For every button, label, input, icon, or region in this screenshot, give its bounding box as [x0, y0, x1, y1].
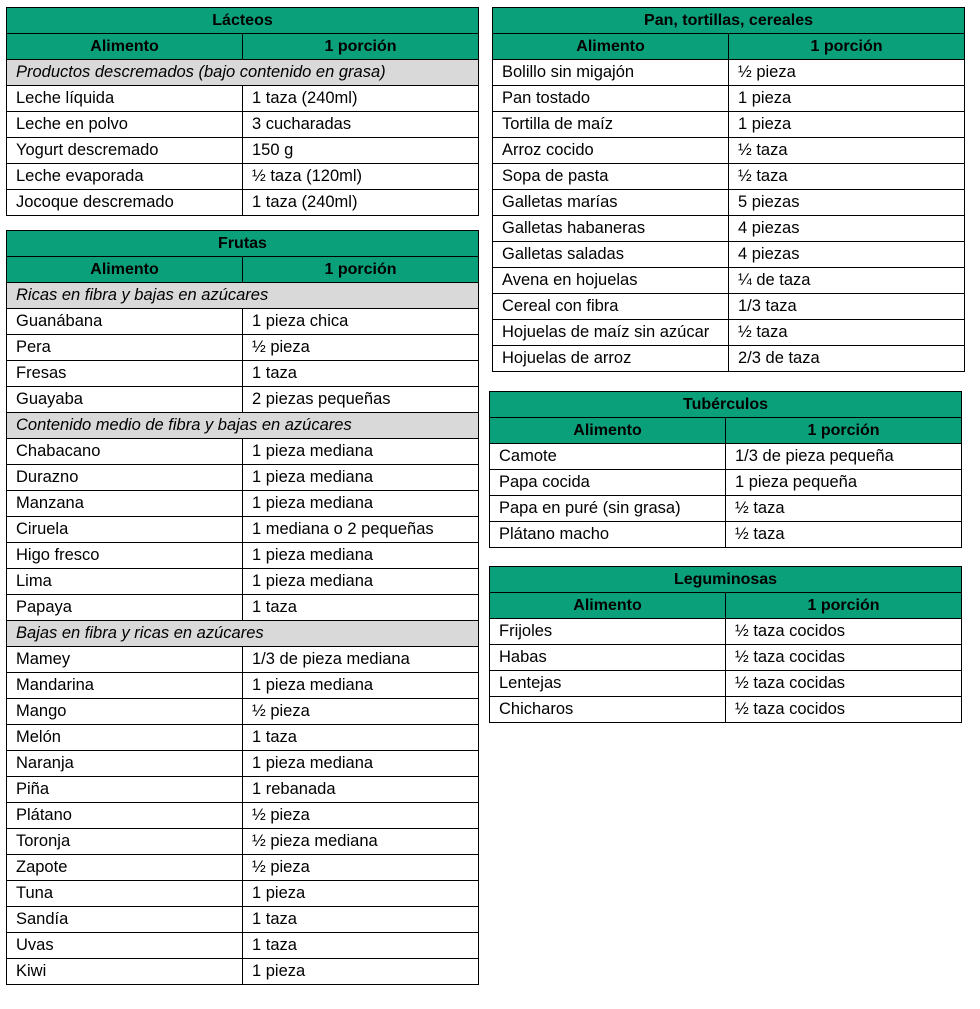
table-row	[7, 959, 479, 985]
table-header-row	[7, 34, 479, 60]
portion-value: 1 pieza mediana	[243, 491, 479, 517]
portion-value: ½ pieza	[243, 803, 479, 829]
food-name: Manzana	[7, 491, 243, 517]
portion-value: 1 pieza mediana	[243, 673, 479, 699]
food-name: Camote	[490, 444, 726, 470]
table-row	[490, 522, 962, 548]
portion-value: ¼ de taza	[729, 268, 965, 294]
table-row	[493, 112, 965, 138]
table-row	[490, 697, 962, 723]
food-name: Galletas marías	[493, 190, 729, 216]
portion-value: 1 rebanada	[243, 777, 479, 803]
table-title: Tubérculos	[490, 392, 962, 418]
food-name: Pan tostado	[493, 86, 729, 112]
food-name: Galletas habaneras	[493, 216, 729, 242]
portion-value: 1 taza	[243, 595, 479, 621]
food-name: Mandarina	[7, 673, 243, 699]
portion-value: 1/3 de pieza pequeña	[726, 444, 962, 470]
table-row	[7, 335, 479, 361]
food-name: Leche evaporada	[7, 164, 243, 190]
food-name: Chabacano	[7, 439, 243, 465]
food-name: Papa cocida	[490, 470, 726, 496]
food-name: Durazno	[7, 465, 243, 491]
food-name: Fresas	[7, 361, 243, 387]
subcategory-row	[7, 621, 479, 647]
table-row	[493, 320, 965, 346]
column-header-porcion: 1 porción	[726, 593, 962, 619]
portion-value: 1 taza (240ml)	[243, 190, 479, 216]
table-row	[493, 60, 965, 86]
food-name: Uvas	[7, 933, 243, 959]
portion-value: 1 mediana o 2 pequeñas	[243, 517, 479, 543]
food-name: Sandía	[7, 907, 243, 933]
portion-value: ½ pieza	[729, 60, 965, 86]
subcategory-row	[7, 413, 479, 439]
food-name: Lima	[7, 569, 243, 595]
portion-value: 1 pieza chica	[243, 309, 479, 335]
table-tuberculos	[489, 391, 962, 548]
table-row	[490, 619, 962, 645]
portion-value: 4 piezas	[729, 242, 965, 268]
column-header-alimento: Alimento	[490, 418, 726, 444]
portion-value: 1 taza	[243, 361, 479, 387]
portion-value: 1/3 de pieza mediana	[243, 647, 479, 673]
food-name: Guanábana	[7, 309, 243, 335]
portion-value: ½ taza	[729, 320, 965, 346]
food-name: Avena en hojuelas	[493, 268, 729, 294]
column-header-porcion: 1 porción	[729, 34, 965, 60]
food-name: Galletas saladas	[493, 242, 729, 268]
table-row	[7, 907, 479, 933]
table-row	[493, 190, 965, 216]
table-title-row	[493, 8, 965, 34]
subcategory-label: Bajas en fibra y ricas en azúcares	[7, 621, 479, 647]
table-row	[7, 309, 479, 335]
food-name: Guayaba	[7, 387, 243, 413]
table-title: Lácteos	[7, 8, 479, 34]
table-row	[7, 112, 479, 138]
food-name: Zapote	[7, 855, 243, 881]
portion-value: 2 piezas pequeñas	[243, 387, 479, 413]
portion-value: 1 pieza mediana	[243, 751, 479, 777]
portion-value: 1 pieza	[243, 959, 479, 985]
column-header-alimento: Alimento	[493, 34, 729, 60]
portion-value: 3 cucharadas	[243, 112, 479, 138]
portion-value: ½ taza	[729, 138, 965, 164]
table-row	[493, 164, 965, 190]
table-row	[7, 439, 479, 465]
food-name: Piña	[7, 777, 243, 803]
subcategory-row	[7, 60, 479, 86]
subcategory-label: Contenido medio de fibra y bajas en azúcares	[7, 413, 479, 439]
food-name: Ciruela	[7, 517, 243, 543]
portion-value: ½ taza	[726, 522, 962, 548]
table-title-row	[7, 231, 479, 257]
food-name: Papaya	[7, 595, 243, 621]
column-header-alimento: Alimento	[7, 257, 243, 283]
portion-value: ½ pieza mediana	[243, 829, 479, 855]
table-row	[493, 138, 965, 164]
table-row	[7, 777, 479, 803]
table-row	[493, 346, 965, 372]
food-name: Tortilla de maíz	[493, 112, 729, 138]
portion-value: ½ taza cocidos	[726, 619, 962, 645]
table-row	[493, 294, 965, 320]
portion-value: 1 pieza mediana	[243, 543, 479, 569]
portion-value: 1 pieza mediana	[243, 465, 479, 491]
portion-value: 2/3 de taza	[729, 346, 965, 372]
portion-value: ½ taza	[726, 496, 962, 522]
food-name: Plátano	[7, 803, 243, 829]
table-title-row	[7, 8, 479, 34]
table-header-row	[490, 418, 962, 444]
table-row	[493, 242, 965, 268]
table-title-row	[490, 392, 962, 418]
food-name: Arroz cocido	[493, 138, 729, 164]
portion-value: ½ taza cocidos	[726, 697, 962, 723]
table-header-row	[493, 34, 965, 60]
food-name: Naranja	[7, 751, 243, 777]
portion-value: ½ taza	[729, 164, 965, 190]
subcategory-row	[7, 283, 479, 309]
table-row	[7, 803, 479, 829]
column-header-alimento: Alimento	[7, 34, 243, 60]
table-lacteos	[6, 7, 479, 216]
table-row	[7, 543, 479, 569]
portion-value: 1 taza	[243, 907, 479, 933]
food-name: Pera	[7, 335, 243, 361]
table-row	[7, 725, 479, 751]
table-row	[7, 595, 479, 621]
food-name: Melón	[7, 725, 243, 751]
table-row	[7, 855, 479, 881]
column-header-alimento: Alimento	[490, 593, 726, 619]
portion-value: ½ taza cocidas	[726, 645, 962, 671]
table-frutas	[6, 230, 479, 985]
portion-value: ½ pieza	[243, 699, 479, 725]
food-name: Hojuelas de arroz	[493, 346, 729, 372]
table-row	[7, 829, 479, 855]
food-name: Yogurt descremado	[7, 138, 243, 164]
food-name: Mango	[7, 699, 243, 725]
food-name: Papa en puré (sin grasa)	[490, 496, 726, 522]
table-row	[7, 138, 479, 164]
food-name: Higo fresco	[7, 543, 243, 569]
food-name: Kiwi	[7, 959, 243, 985]
table-header-row	[490, 593, 962, 619]
table-row	[7, 361, 479, 387]
table-row	[490, 444, 962, 470]
table-row	[493, 216, 965, 242]
portion-value: ½ taza (120ml)	[243, 164, 479, 190]
food-name: Habas	[490, 645, 726, 671]
portion-value: ½ pieza	[243, 855, 479, 881]
portion-value: ½ pieza	[243, 335, 479, 361]
portion-value: 5 piezas	[729, 190, 965, 216]
table-title: Frutas	[7, 231, 479, 257]
food-name: Sopa de pasta	[493, 164, 729, 190]
table-row	[490, 470, 962, 496]
portion-value: 150 g	[243, 138, 479, 164]
food-name: Leche líquida	[7, 86, 243, 112]
portion-value: 1 pieza	[729, 86, 965, 112]
table-row	[490, 645, 962, 671]
table-title: Pan, tortillas, cereales	[493, 8, 965, 34]
column-header-porcion: 1 porción	[243, 257, 479, 283]
food-name: Toronja	[7, 829, 243, 855]
subcategory-label: Ricas en fibra y bajas en azúcares	[7, 283, 479, 309]
table-row	[490, 496, 962, 522]
table-row	[7, 164, 479, 190]
portion-value: 1 pieza mediana	[243, 569, 479, 595]
food-name: Lentejas	[490, 671, 726, 697]
table-pan-tortillas-cereales	[492, 7, 965, 372]
portion-value: 1 pieza	[243, 881, 479, 907]
table-row	[493, 86, 965, 112]
table-row	[7, 569, 479, 595]
portion-value: 1 pieza	[729, 112, 965, 138]
food-name: Tuna	[7, 881, 243, 907]
food-name: Cereal con fibra	[493, 294, 729, 320]
portion-value: 1 taza (240ml)	[243, 86, 479, 112]
table-row	[7, 881, 479, 907]
food-name: Chicharos	[490, 697, 726, 723]
column-header-porcion: 1 porción	[726, 418, 962, 444]
portion-value: 1 pieza mediana	[243, 439, 479, 465]
food-name: Frijoles	[490, 619, 726, 645]
column-header-porcion: 1 porción	[243, 34, 479, 60]
portion-value: ½ taza cocidas	[726, 671, 962, 697]
table-row	[7, 387, 479, 413]
table-row	[7, 933, 479, 959]
portion-value: 1 pieza pequeña	[726, 470, 962, 496]
table-row	[490, 671, 962, 697]
table-leguminosas	[489, 566, 962, 723]
table-row	[7, 673, 479, 699]
food-name: Plátano macho	[490, 522, 726, 548]
table-row	[7, 491, 479, 517]
table-row	[7, 751, 479, 777]
food-name: Bolillo sin migajón	[493, 60, 729, 86]
table-row	[7, 190, 479, 216]
portion-value: 4 piezas	[729, 216, 965, 242]
portion-value: 1 taza	[243, 725, 479, 751]
food-name: Hojuelas de maíz sin azúcar	[493, 320, 729, 346]
table-row	[7, 86, 479, 112]
food-name: Leche en polvo	[7, 112, 243, 138]
food-name: Mamey	[7, 647, 243, 673]
portion-value: 1/3 taza	[729, 294, 965, 320]
subcategory-label: Productos descremados (bajo contenido en grasa)	[7, 60, 479, 86]
table-row	[7, 647, 479, 673]
table-header-row	[7, 257, 479, 283]
table-row	[7, 699, 479, 725]
table-title-row	[490, 567, 962, 593]
table-row	[7, 517, 479, 543]
food-name: Jocoque descremado	[7, 190, 243, 216]
table-row	[7, 465, 479, 491]
table-row	[493, 268, 965, 294]
portion-value: 1 taza	[243, 933, 479, 959]
table-title: Leguminosas	[490, 567, 962, 593]
